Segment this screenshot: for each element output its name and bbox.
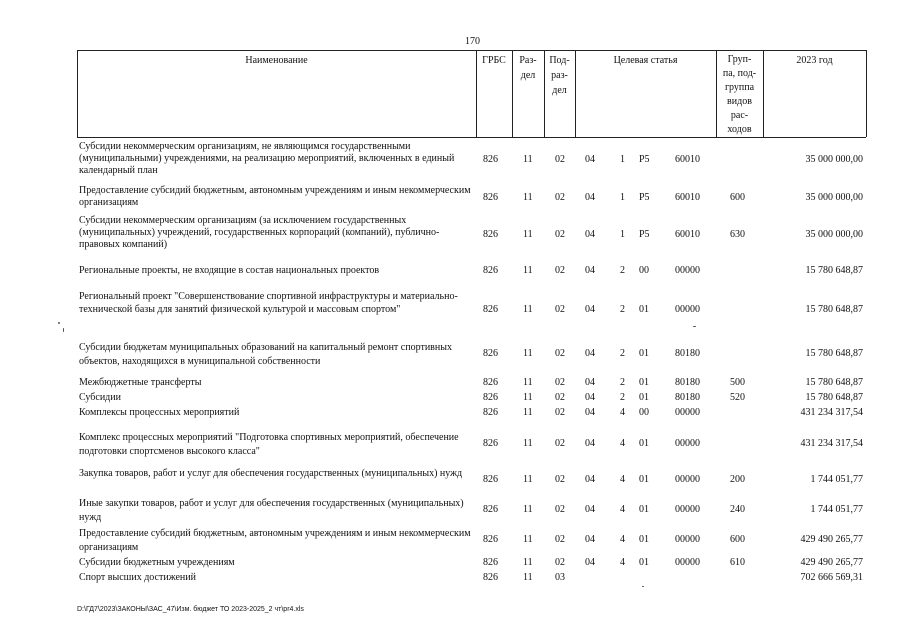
header-podrazdel: Под- раз- дел	[549, 55, 570, 96]
row-name: Субсидии	[79, 392, 121, 403]
row-target-2: 4	[620, 534, 625, 545]
row-amount: 15 780 648,87	[805, 392, 863, 403]
row-razdel: 11	[523, 192, 533, 203]
scan-speck	[58, 322, 60, 324]
row-podrazdel: 02	[555, 504, 565, 515]
row-target-2: 1	[620, 192, 625, 203]
header-name: Наименование	[245, 55, 308, 66]
row-podrazdel: 02	[555, 229, 565, 240]
row-razdel: 11	[523, 504, 533, 515]
row-target-2: 2	[620, 265, 625, 276]
row-podrazdel: 02	[555, 377, 565, 388]
row-target-3: 01	[639, 304, 649, 315]
row-name: Субсидии бюджетам муниципальных образований на капитальный ремонт спортивных объектов, находящихся в муниципальной собственности	[79, 342, 452, 367]
row-grbs: 826	[483, 504, 498, 515]
row-amount: 15 780 648,87	[805, 377, 863, 388]
row-target-3: 01	[639, 534, 649, 545]
row-target-4: 00000	[675, 438, 700, 449]
row-target-3: 00	[639, 265, 649, 276]
col-divider	[866, 50, 867, 137]
row-amount: 1 744 051,77	[810, 504, 863, 515]
row-target-2: 4	[620, 474, 625, 485]
scan-speck	[693, 326, 696, 327]
row-amount: 429 490 265,77	[800, 557, 863, 568]
row-group: 600	[730, 192, 745, 203]
row-target-4: 00000	[675, 504, 700, 515]
row-group: 500	[730, 377, 745, 388]
row-podrazdel: 02	[555, 438, 565, 449]
row-name: Предоставление субсидий бюджетным, автономным учреждениям и иным некоммерческим организациям	[79, 528, 471, 553]
row-group: 600	[730, 534, 745, 545]
row-target-2: 4	[620, 557, 625, 568]
scan-speck	[63, 328, 64, 332]
header-grbs: ГРБС	[482, 55, 506, 66]
row-razdel: 11	[523, 229, 533, 240]
header-target: Целевая статья	[613, 55, 678, 66]
row-target-2: 2	[620, 348, 625, 359]
header-bottom-border	[77, 137, 866, 138]
row-name: Субсидии некоммерческим организациям, не являющимся государственными (муниципальными) учреждениями, на реализацию мероприятий, включенных в единый календарный план	[79, 141, 455, 176]
row-group: 520	[730, 392, 745, 403]
row-podrazdel: 02	[555, 407, 565, 418]
row-grbs: 826	[483, 192, 498, 203]
header-group: Груп- па, под- группа видов рас- ходов	[722, 54, 757, 135]
row-target-1: 04	[585, 265, 595, 276]
row-target-4: 00000	[675, 534, 700, 545]
row-grbs: 826	[483, 474, 498, 485]
row-target-3: 01	[639, 474, 649, 485]
row-podrazdel: 02	[555, 304, 565, 315]
row-target-4: 60010	[675, 154, 700, 165]
row-amount: 15 780 648,87	[805, 265, 863, 276]
row-target-3: P5	[639, 229, 650, 240]
row-target-3: 01	[639, 504, 649, 515]
row-razdel: 11	[523, 407, 533, 418]
row-target-1: 04	[585, 438, 595, 449]
row-amount: 35 000 000,00	[805, 192, 863, 203]
header-year: 2023 год	[796, 55, 833, 66]
row-target-2: 4	[620, 407, 625, 418]
row-name: Межбюджетные трансферты	[79, 377, 202, 388]
row-amount: 15 780 648,87	[805, 348, 863, 359]
row-group: 200	[730, 474, 745, 485]
row-razdel: 11	[523, 154, 533, 165]
row-target-4: 00000	[675, 304, 700, 315]
row-target-3: P5	[639, 192, 650, 203]
row-target-3: 01	[639, 557, 649, 568]
row-grbs: 826	[483, 534, 498, 545]
row-grbs: 826	[483, 348, 498, 359]
row-name: Предоставление субсидий бюджетным, автономным учреждениям и иным некоммерческим организациям	[79, 185, 471, 208]
row-name: Региональный проект "Совершенствование спортивной инфраструктуры и материально-технической базы для занятий физической культурой и массовым спортом"	[79, 291, 458, 315]
row-grbs: 826	[483, 265, 498, 276]
row-razdel: 11	[523, 474, 533, 485]
row-target-3: P5	[639, 154, 650, 165]
row-podrazdel: 02	[555, 348, 565, 359]
row-target-1: 04	[585, 392, 595, 403]
row-podrazdel: 02	[555, 192, 565, 203]
row-amount: 35 000 000,00	[805, 154, 863, 165]
row-name: Спорт высших достижений	[79, 572, 196, 583]
row-target-4: 00000	[675, 557, 700, 568]
header-top-border	[77, 50, 866, 51]
row-amount: 35 000 000,00	[805, 229, 863, 240]
row-target-4: 00000	[675, 474, 700, 485]
row-grbs: 826	[483, 557, 498, 568]
row-grbs: 826	[483, 572, 498, 583]
scan-speck	[642, 586, 644, 587]
row-target-1: 04	[585, 504, 595, 515]
row-name: Субсидии некоммерческим организациям (за исключением государственных (муниципальных) учреждений, государственных корпораций (компаний), публично-правовых компаний)	[79, 215, 440, 250]
row-target-4: 00000	[675, 265, 700, 276]
row-group: 630	[730, 229, 745, 240]
row-grbs: 826	[483, 438, 498, 449]
row-amount: 1 744 051,77	[810, 474, 863, 485]
row-target-3: 00	[639, 407, 649, 418]
row-target-2: 4	[620, 438, 625, 449]
row-podrazdel: 02	[555, 534, 565, 545]
row-target-2: 2	[620, 304, 625, 315]
row-target-3: 01	[639, 392, 649, 403]
row-podrazdel: 03	[555, 572, 565, 583]
row-group: 240	[730, 504, 745, 515]
row-target-3: 01	[639, 377, 649, 388]
row-razdel: 11	[523, 377, 533, 388]
row-amount: 15 780 648,87	[805, 304, 863, 315]
row-target-4: 60010	[675, 192, 700, 203]
row-target-1: 04	[585, 534, 595, 545]
row-razdel: 11	[523, 265, 533, 276]
row-target-1: 04	[585, 348, 595, 359]
row-name: Комплекс процессных мероприятий "Подготовка спортивных мероприятий, обеспечение подготовки спортсменов высокого класса"	[79, 432, 459, 457]
row-target-2: 2	[620, 392, 625, 403]
row-razdel: 11	[523, 572, 533, 583]
row-target-2: 1	[620, 154, 625, 165]
row-razdel: 11	[523, 557, 533, 568]
row-target-4: 80180	[675, 348, 700, 359]
row-razdel: 11	[523, 438, 533, 449]
row-grbs: 826	[483, 229, 498, 240]
row-name: Региональные проекты, не входящие в состав национальных проектов	[79, 265, 380, 276]
row-grbs: 826	[483, 407, 498, 418]
row-razdel: 11	[523, 534, 533, 545]
row-target-2: 1	[620, 229, 625, 240]
row-name: Иные закупки товаров, работ и услуг для обеспечения государственных (муниципальных) нужд	[79, 498, 464, 523]
file-path-footer: D:\ГД7\2023\ЗАКОНЫ\ЗАС_47\Изм. бюджет ТО 2023-2025_2 чт\pr4.xls	[77, 606, 304, 613]
row-amount: 431 234 317,54	[800, 407, 863, 418]
row-amount: 702 666 569,31	[800, 572, 863, 583]
row-amount: 431 234 317,54	[800, 438, 863, 449]
row-target-1: 04	[585, 154, 595, 165]
row-grbs: 826	[483, 154, 498, 165]
row-target-4: 60010	[675, 229, 700, 240]
row-amount: 429 490 265,77	[800, 534, 863, 545]
row-grbs: 826	[483, 377, 498, 388]
row-podrazdel: 02	[555, 154, 565, 165]
row-podrazdel: 02	[555, 392, 565, 403]
row-target-2: 4	[620, 504, 625, 515]
row-name: Закупка товаров, работ и услуг для обеспечения государственных (муниципальных) нужд	[79, 468, 463, 479]
row-podrazdel: 02	[555, 265, 565, 276]
row-target-1: 04	[585, 474, 595, 485]
row-target-4: 80180	[675, 392, 700, 403]
row-name: Субсидии бюджетным учреждениям	[79, 557, 235, 568]
page-number: 170	[465, 36, 480, 47]
row-grbs: 826	[483, 392, 498, 403]
row-target-4: 00000	[675, 407, 700, 418]
row-razdel: 11	[523, 392, 533, 403]
header-razdel: Раз- дел	[519, 55, 537, 81]
row-group: 610	[730, 557, 745, 568]
row-podrazdel: 02	[555, 474, 565, 485]
row-podrazdel: 02	[555, 557, 565, 568]
row-target-4: 80180	[675, 377, 700, 388]
row-target-1: 04	[585, 192, 595, 203]
row-target-1: 04	[585, 557, 595, 568]
row-target-2: 2	[620, 377, 625, 388]
row-razdel: 11	[523, 304, 533, 315]
row-target-1: 04	[585, 229, 595, 240]
row-razdel: 11	[523, 348, 533, 359]
row-name: Комплексы процессных мероприятий	[79, 407, 240, 418]
row-target-1: 04	[585, 377, 595, 388]
row-grbs: 826	[483, 304, 498, 315]
row-target-3: 01	[639, 438, 649, 449]
row-target-1: 04	[585, 407, 595, 418]
row-target-3: 01	[639, 348, 649, 359]
row-target-1: 04	[585, 304, 595, 315]
